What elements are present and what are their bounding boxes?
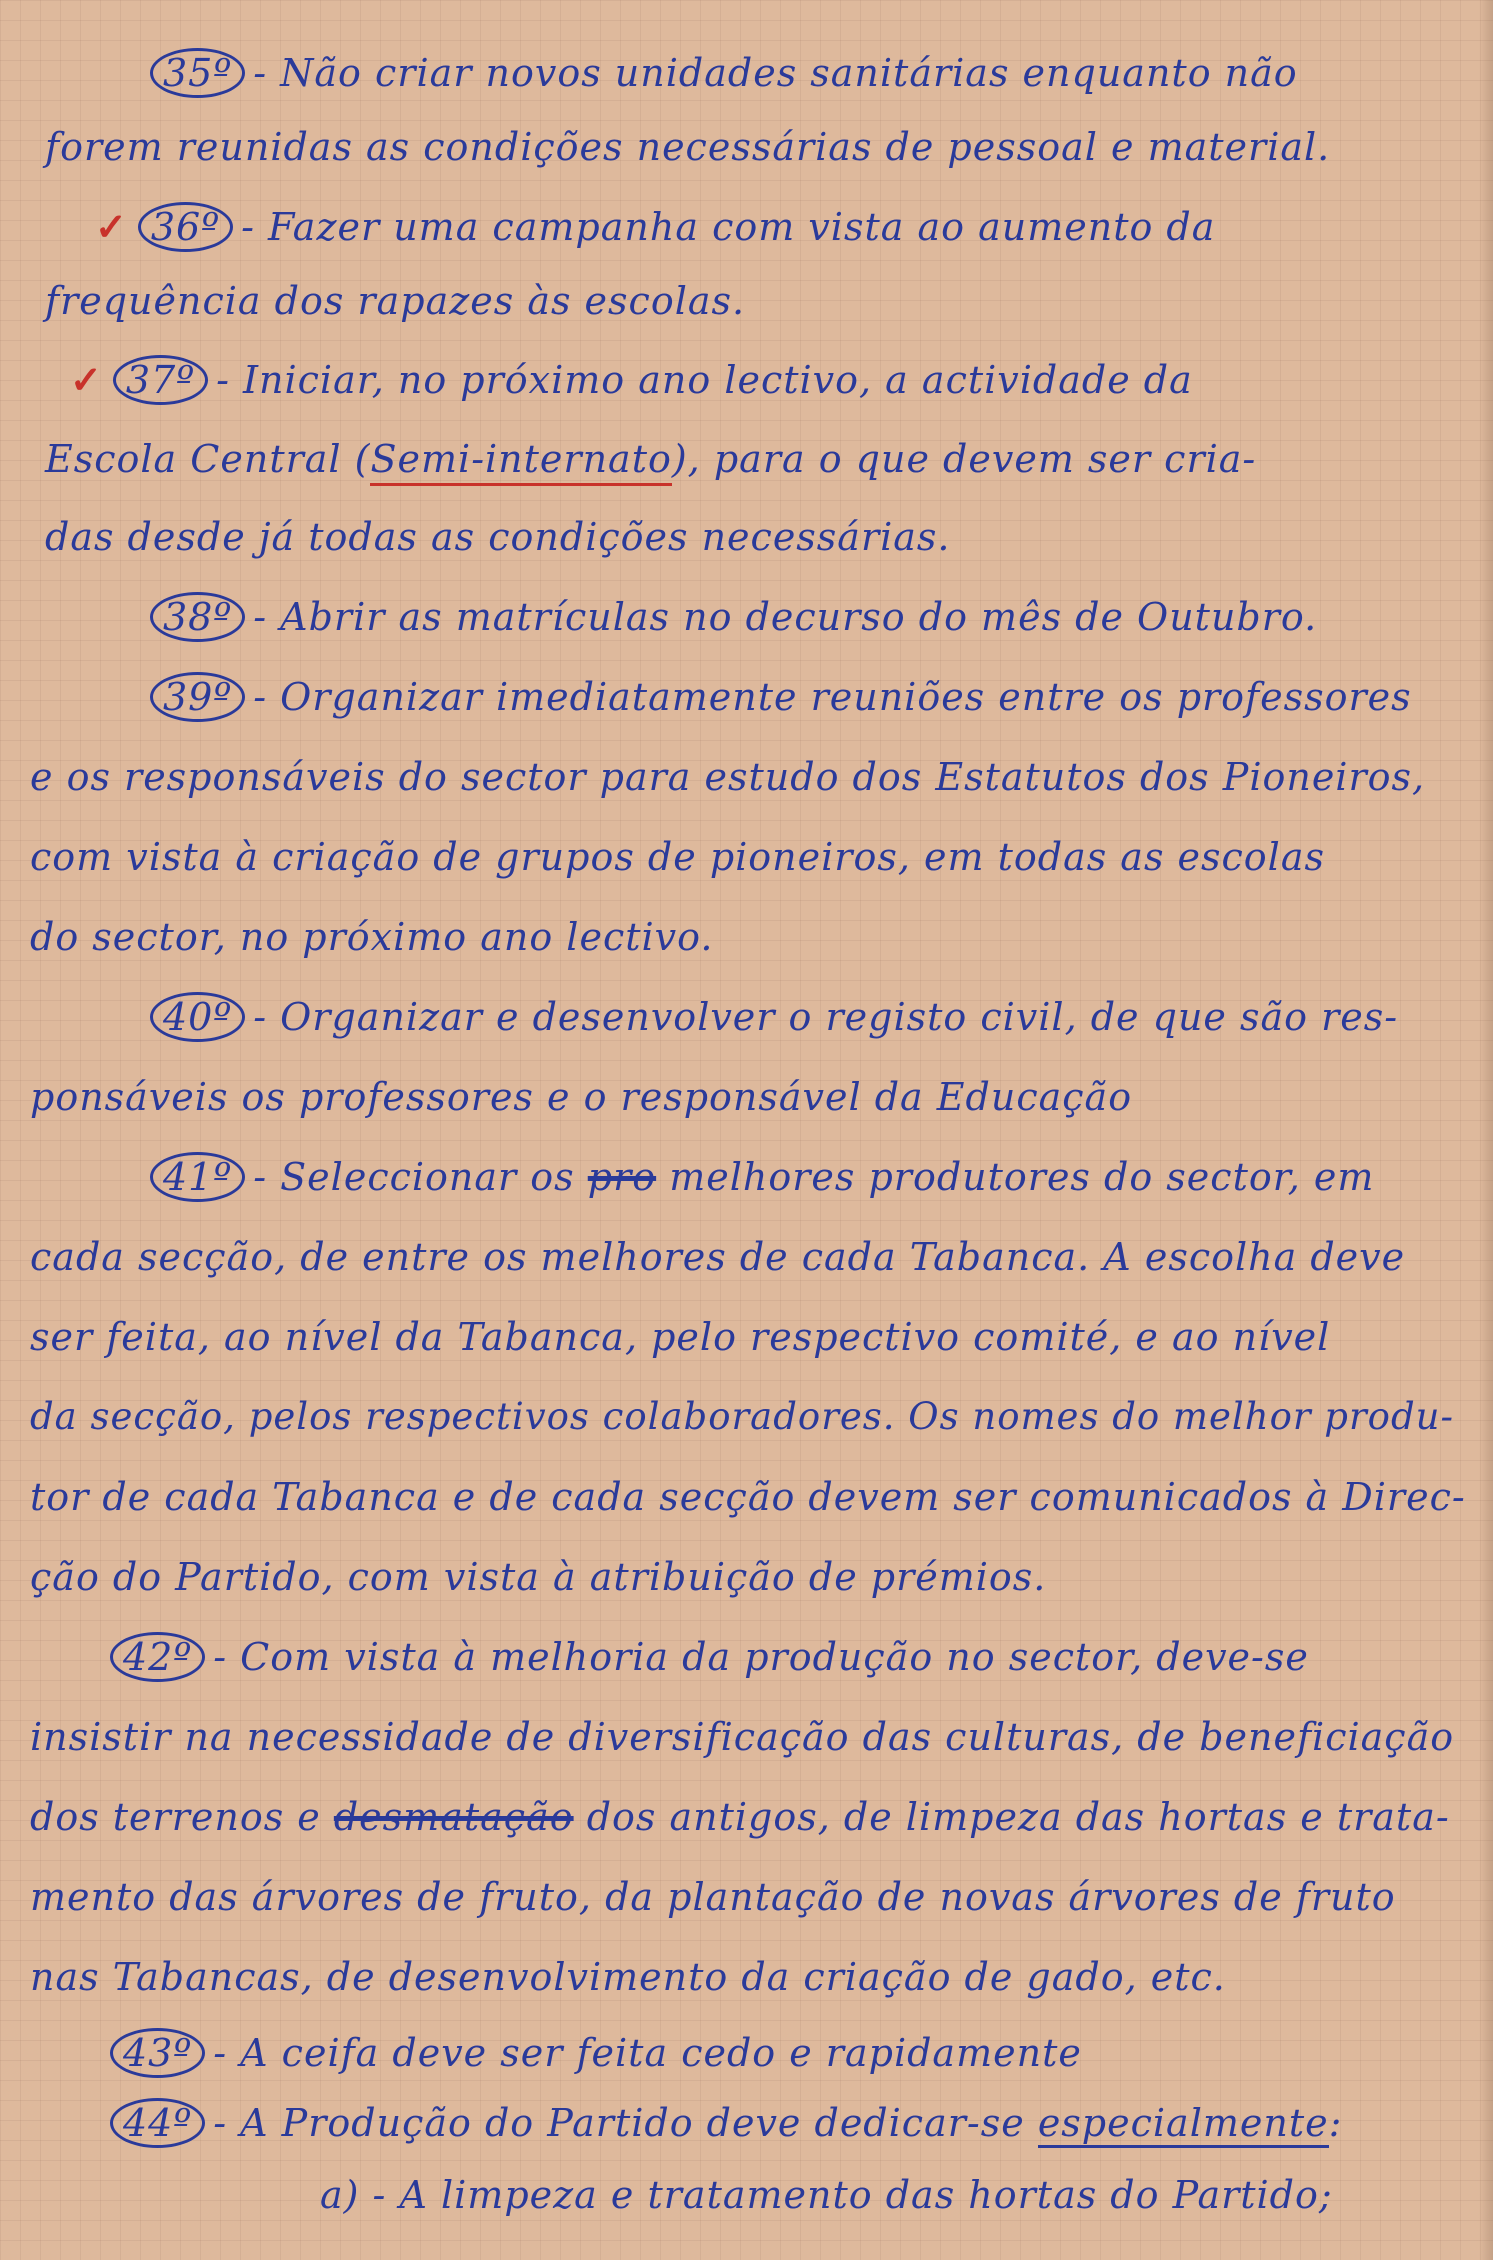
item-42-line-4 — [30, 1872, 1396, 1922]
item-41-line-5 — [30, 1472, 1466, 1522]
item-number-44: 44º — [110, 2098, 205, 2148]
struck-text: pro — [587, 1155, 657, 1199]
item-40-line-1 — [150, 992, 1398, 1042]
underlined-text: Semi-internato — [370, 437, 671, 486]
item-text: frequência dos rapazes às escolas. — [45, 279, 746, 323]
item-text: - A ceifa deve ser feita cedo e rapidamente — [213, 2031, 1082, 2075]
item-text: ), para o que devem ser cria- — [671, 437, 1257, 481]
item-text: das desde já todas as condições necessárias. — [45, 515, 951, 559]
item-43-line-1 — [110, 2028, 1082, 2078]
item-41-line-2 — [30, 1232, 1405, 1282]
item-text: - Seleccionar os — [253, 1155, 588, 1199]
item-text: cada secção, de entre os melhores de cada Tabanca. A escolha deve — [30, 1235, 1406, 1279]
item-42-line-3 — [30, 1792, 1450, 1842]
item-number-38: 38º — [150, 592, 245, 642]
item-41-line-1 — [150, 1152, 1374, 1202]
item-text: mento das árvores de fruto, da plantação de novas árvores de fruto — [30, 1875, 1396, 1919]
item-text: - Iniciar, no próximo ano lectivo, a actividade da — [216, 358, 1193, 402]
item-text: da secção, pelos respectivos colaboradores. Os nomes do melhor produ- — [30, 1395, 1454, 1438]
item-text: a) - A limpeza e tratamento das hortas do Partido; — [320, 2173, 1333, 2217]
item-38-line-1 — [150, 592, 1317, 642]
item-text: - A Produção do Partido deve dedicar-se — [213, 2101, 1038, 2145]
item-44-line-2 — [320, 2170, 1333, 2220]
item-text: - Abrir as matrículas no decurso do mês de Outubro. — [253, 595, 1318, 639]
item-37-line-3 — [45, 512, 951, 562]
item-37-line-1 — [70, 355, 1193, 405]
item-44-line-1 — [110, 2098, 1342, 2148]
item-text: insistir na necessidade de diversificação das culturas, de beneficiação — [30, 1715, 1455, 1759]
item-text: nas Tabancas, de desenvolvimento da criação de gado, etc. — [30, 1955, 1226, 1999]
struck-text: desmatação — [333, 1795, 574, 1839]
item-number-37: 37º — [113, 355, 208, 405]
item-40-line-2 — [30, 1072, 1132, 1122]
item-36-line-1 — [95, 202, 1215, 252]
item-35-line-2 — [45, 122, 1330, 172]
item-39-line-3 — [30, 832, 1325, 882]
item-text: ser feita, ao nível da Tabanca, pelo respectivo comité, e ao nível — [30, 1315, 1331, 1359]
item-42-line-1 — [110, 1632, 1309, 1682]
item-text: melhores produtores do sector, em — [656, 1155, 1375, 1199]
item-number-39: 39º — [150, 672, 245, 722]
item-text: ção do Partido, com vista à atribuição de prémios. — [30, 1555, 1047, 1599]
item-text: dos terrenos e — [30, 1795, 334, 1839]
item-36-line-2 — [45, 276, 745, 326]
item-text: - Com vista à melhoria da produção no sector, deve-se — [213, 1635, 1309, 1679]
item-text: forem reunidas as condições necessárias de pessoal e material. — [45, 125, 1331, 169]
item-text: - Organizar e desenvolver o registo civil, de que são res- — [253, 995, 1399, 1039]
item-number-35: 35º — [150, 48, 245, 98]
underlined-text: especialmente — [1038, 2101, 1329, 2148]
item-41-line-3 — [30, 1312, 1330, 1362]
item-37-line-2 — [45, 434, 1256, 484]
item-number-43: 43º — [110, 2028, 205, 2078]
item-text: e os responsáveis do sector para estudo dos Estatutos dos Pioneiros, — [30, 755, 1426, 799]
checkmark-icon: ✓ — [70, 357, 103, 402]
item-41-line-4 — [30, 1392, 1454, 1442]
item-text: ponsáveis os professores e o responsável da Educação — [30, 1075, 1133, 1119]
item-text: tor de cada Tabanca e de cada secção devem ser comunicados à Direc- — [30, 1475, 1466, 1519]
item-42-line-5 — [30, 1952, 1226, 2002]
item-41-line-6 — [30, 1552, 1046, 1602]
item-number-41: 41º — [150, 1152, 245, 1202]
item-text: - Fazer uma campanha com vista ao aumento da — [241, 205, 1216, 249]
item-number-42: 42º — [110, 1632, 205, 1682]
item-text: do sector, no próximo ano lectivo. — [30, 915, 714, 959]
item-number-36: 36º — [138, 202, 233, 252]
item-text: - Não criar novos unidades sanitárias enquanto não — [253, 51, 1298, 95]
item-39-line-1 — [150, 672, 1412, 722]
item-39-line-4 — [30, 912, 713, 962]
item-text: - Organizar imediatamente reuniões entre os professores — [253, 675, 1412, 719]
item-text: Escola Central ( — [45, 437, 371, 481]
item-35-line-1 — [150, 48, 1298, 98]
item-42-line-2 — [30, 1712, 1454, 1762]
checkmark-icon: ✓ — [95, 204, 128, 249]
item-number-40: 40º — [150, 992, 245, 1042]
item-text: : — [1328, 2101, 1343, 2145]
page-edge-shadow — [1479, 0, 1493, 2260]
item-39-line-2 — [30, 752, 1425, 802]
item-text: dos antigos, de limpeza das hortas e trata- — [573, 1795, 1450, 1839]
item-text: com vista à criação de grupos de pioneiros, em todas as escolas — [30, 835, 1325, 879]
